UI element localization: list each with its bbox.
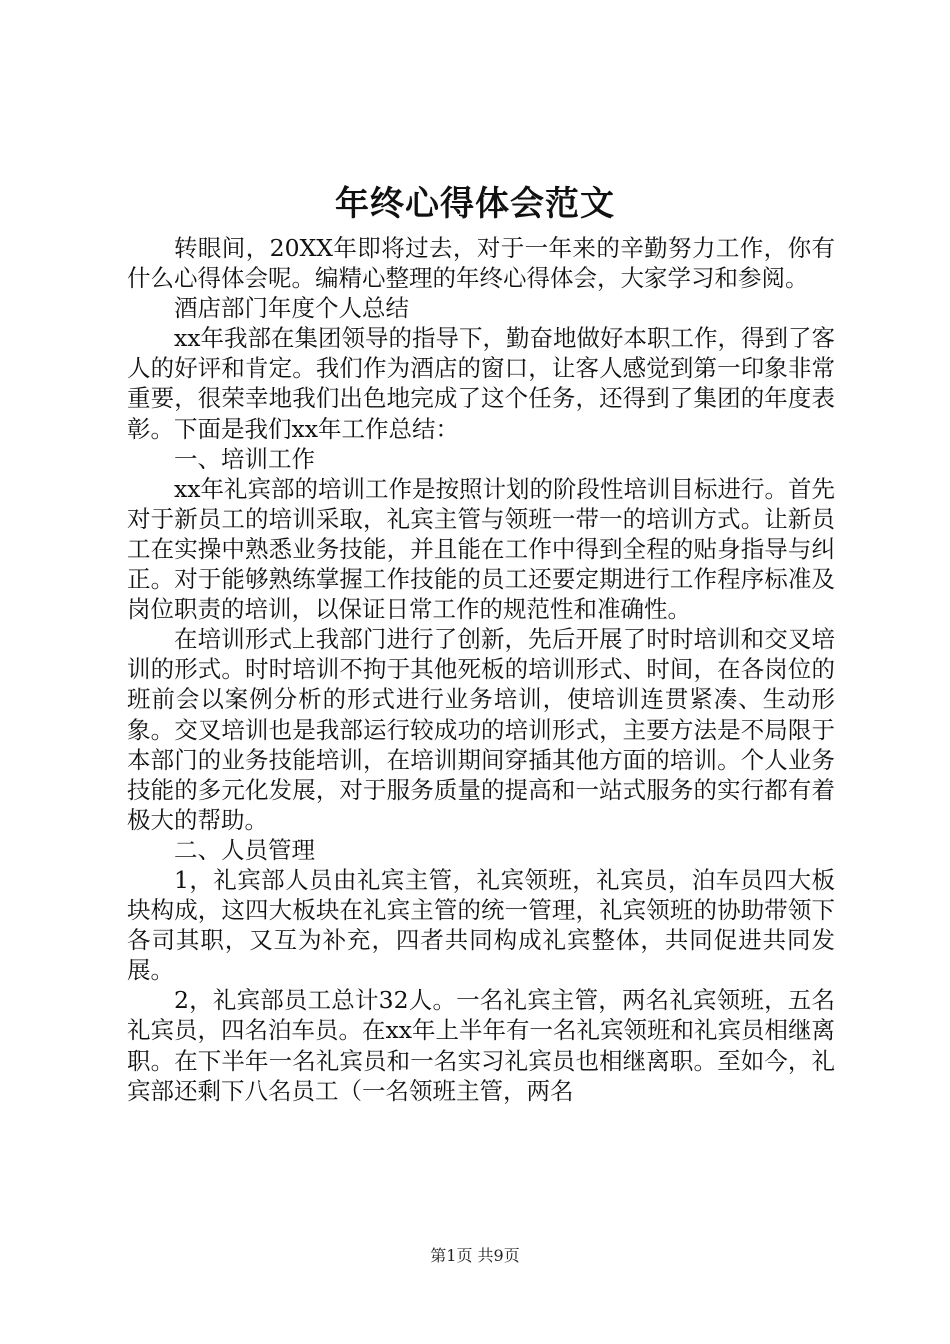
- intro-paragraph: 转眼间，20XX年即将过去，对于一年来的辛勤努力工作，你有什么心得体会呢。编精心整理的年终心得体会，大家学习和参阅。: [127, 234, 835, 293]
- section-heading-personnel: 二、人员管理: [174, 835, 315, 864]
- section-heading-training: 一、培训工作: [174, 444, 315, 473]
- body-paragraph: 在培训形式上我部门进行了创新，先后开展了时时培训和交叉培训的形式。时时培训不拘于其他死板的培训形式、时间，在各岗位的班前会以案例分析的形式进行业务培训，使培训连贯紧凑、生动形象。交叉培训也是我部运行较成功的培训形式，主要方法是不局限于本部门的业务技能培训，在培训期间穿插其他方面的培训。个人业务技能的多元化发展，对于服务质量的提高和一站式服务的实行都有着极大的帮助。: [127, 625, 835, 834]
- body-paragraph: xx年我部在集团领导的指导下，勤奋地做好本职工作，得到了客人的好评和肯定。我们作为酒店的窗口，让客人感觉到第一印象非常重要，很荣幸地我们出色地完成了这个任务，还得到了集团的年度表彰。下面是我们xx年工作总结：: [127, 324, 836, 443]
- page-number-footer: 第1页 共9页: [430, 1246, 520, 1265]
- document-title: 年终心得体会范文: [335, 184, 615, 224]
- body-paragraph: 1，礼宾部人员由礼宾主管，礼宾领班，礼宾员，泊车员四大板块构成，这四大板块在礼宾主管的统一管理，礼宾领班的协助带领下各司其职，又互为补充，四者共同构成礼宾整体，共同促进共同发展。: [127, 865, 835, 985]
- document-body: [127, 233, 835, 1106]
- section-heading-hotel-summary: 酒店部门年度个人总结: [174, 294, 409, 323]
- body-paragraph: xx年礼宾部的培训工作是按照计划的阶段性培训目标进行。首先对于新员工的培训采取，礼宾主管与领班一带一的培训方式。让新员工在实操中熟悉业务技能，并且能在工作中得到全程的贴身指导与纠正。对于能够熟练掌握工作技能的员工还要定期进行工作程序标准及岗位职责的培训，以保证日常工作的规范性和准确性。: [127, 474, 836, 624]
- body-paragraph: 2，礼宾部员工总计32人。一名礼宾主管，两名礼宾领班，五名礼宾员，四名泊车员。在xx年上半年有一名礼宾领班和礼宾员相继离职。在下半年一名礼宾员和一名实习礼宾员也相继离职。至如今，礼宾部还剩下八名员工（一名领班主管，两名: [127, 986, 836, 1105]
